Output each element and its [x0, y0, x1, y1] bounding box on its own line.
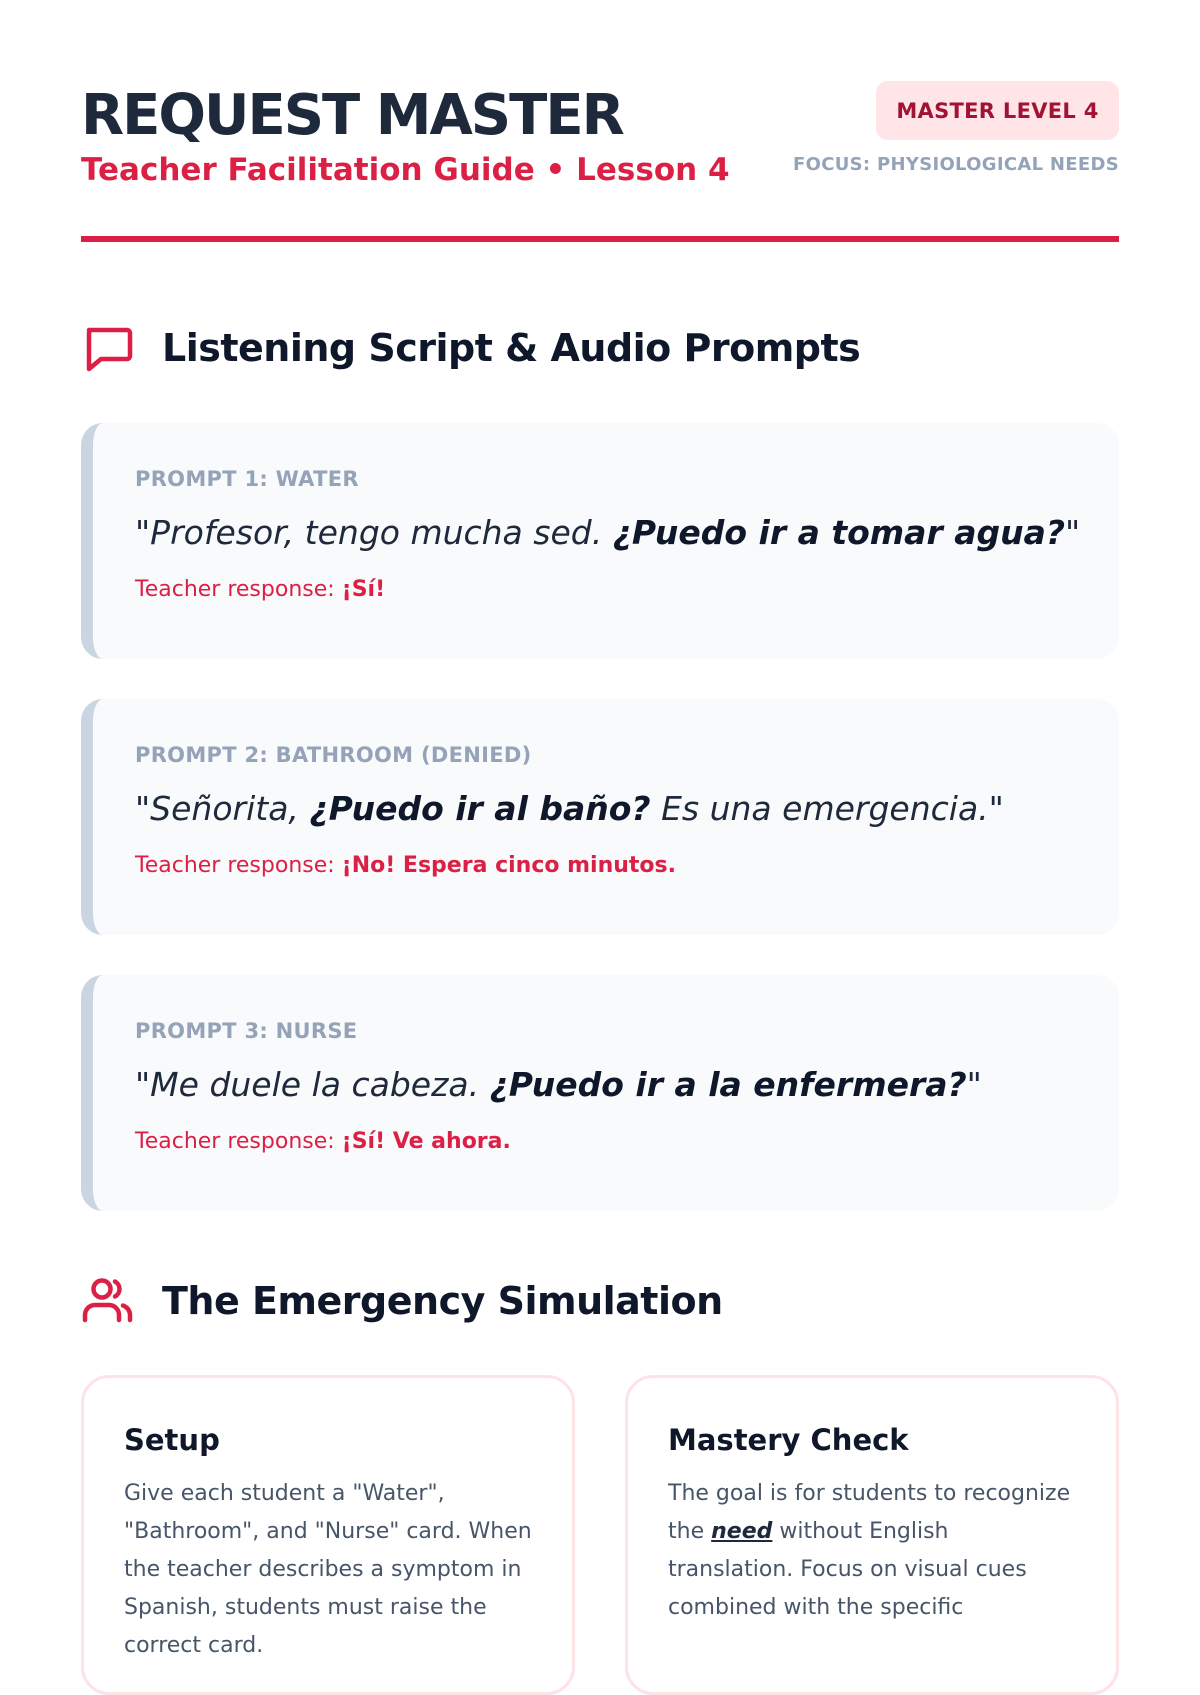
prompt-label: PROMPT 1: WATER	[135, 467, 359, 491]
prompt-quote	[135, 511, 1079, 555]
page-subtitle: Teacher Facilitation Guide • Lesson 4	[81, 152, 730, 188]
mastery-check-card	[625, 1375, 1119, 1695]
focus-label: FOCUS: PHYSIOLOGICAL NEEDS	[793, 154, 1119, 175]
simulation-section-heading	[81, 1271, 1119, 1331]
response-label: Teacher response:	[135, 577, 342, 602]
quote-question: ¿Puedo ir al baño?	[309, 789, 651, 828]
prompt-list	[81, 423, 1119, 1211]
level-badge: MASTER LEVEL 4	[876, 81, 1119, 140]
teacher-response	[135, 575, 1079, 605]
prompt-card	[81, 699, 1119, 935]
prompt-label: PROMPT 3: NURSE	[135, 1019, 358, 1043]
response-value: ¡No! Espera cinco minutos.	[341, 853, 677, 878]
setup-card	[81, 1375, 575, 1695]
page-title: REQUEST MASTER	[81, 83, 623, 148]
mastery-text	[668, 1475, 1076, 1627]
response-value: ¡Sí! Ve ahora.	[341, 1129, 511, 1154]
prompt-card	[81, 423, 1119, 659]
prompt-quote	[135, 787, 1079, 831]
simulation-heading: The Emergency Simulation	[162, 1279, 723, 1323]
header	[81, 0, 1119, 242]
teacher-response	[135, 851, 1079, 881]
quote-text: "Señorita,	[135, 789, 310, 828]
listening-section-heading	[81, 318, 1119, 378]
prompt-label: PROMPT 2: BATHROOM (DENIED)	[135, 743, 532, 767]
mastery-text-part: without English translation. Focus on visual cues combined with the specific	[668, 1519, 1027, 1620]
teacher-response	[135, 1127, 1079, 1157]
listening-heading: Listening Script & Audio Prompts	[162, 326, 861, 370]
prompt-card	[81, 975, 1119, 1211]
quote-text: Es una emergencia."	[650, 789, 1004, 828]
simulation-cards	[81, 1375, 1119, 1695]
setup-text: Give each student a "Water", "Bathroom", and "Nurse" card. When the teacher describes a symptom in Spanish, students must raise the correct card.	[124, 1481, 532, 1658]
response-value: ¡Sí!	[341, 577, 386, 602]
mastery-title: Mastery Check	[668, 1423, 909, 1457]
mastery-text-part: The goal is for students to recognize the	[668, 1481, 1071, 1544]
users-icon	[81, 1274, 135, 1328]
message-square-icon	[81, 321, 135, 375]
quote-text: "	[1065, 513, 1081, 552]
quote-question: ¿Puedo ir a tomar agua?	[612, 513, 1066, 552]
prompt-quote	[135, 1063, 1079, 1107]
setup-title: Setup	[124, 1423, 220, 1457]
quote-text: "Me duele la cabeza.	[135, 1065, 490, 1104]
mastery-emphasis: need	[711, 1519, 773, 1544]
quote-text: "	[966, 1065, 982, 1104]
response-label: Teacher response:	[135, 853, 342, 878]
quote-question: ¿Puedo ir a la enfermera?	[489, 1065, 967, 1104]
quote-text: "Profesor, tengo mucha sed.	[135, 513, 613, 552]
response-label: Teacher response:	[135, 1129, 342, 1154]
